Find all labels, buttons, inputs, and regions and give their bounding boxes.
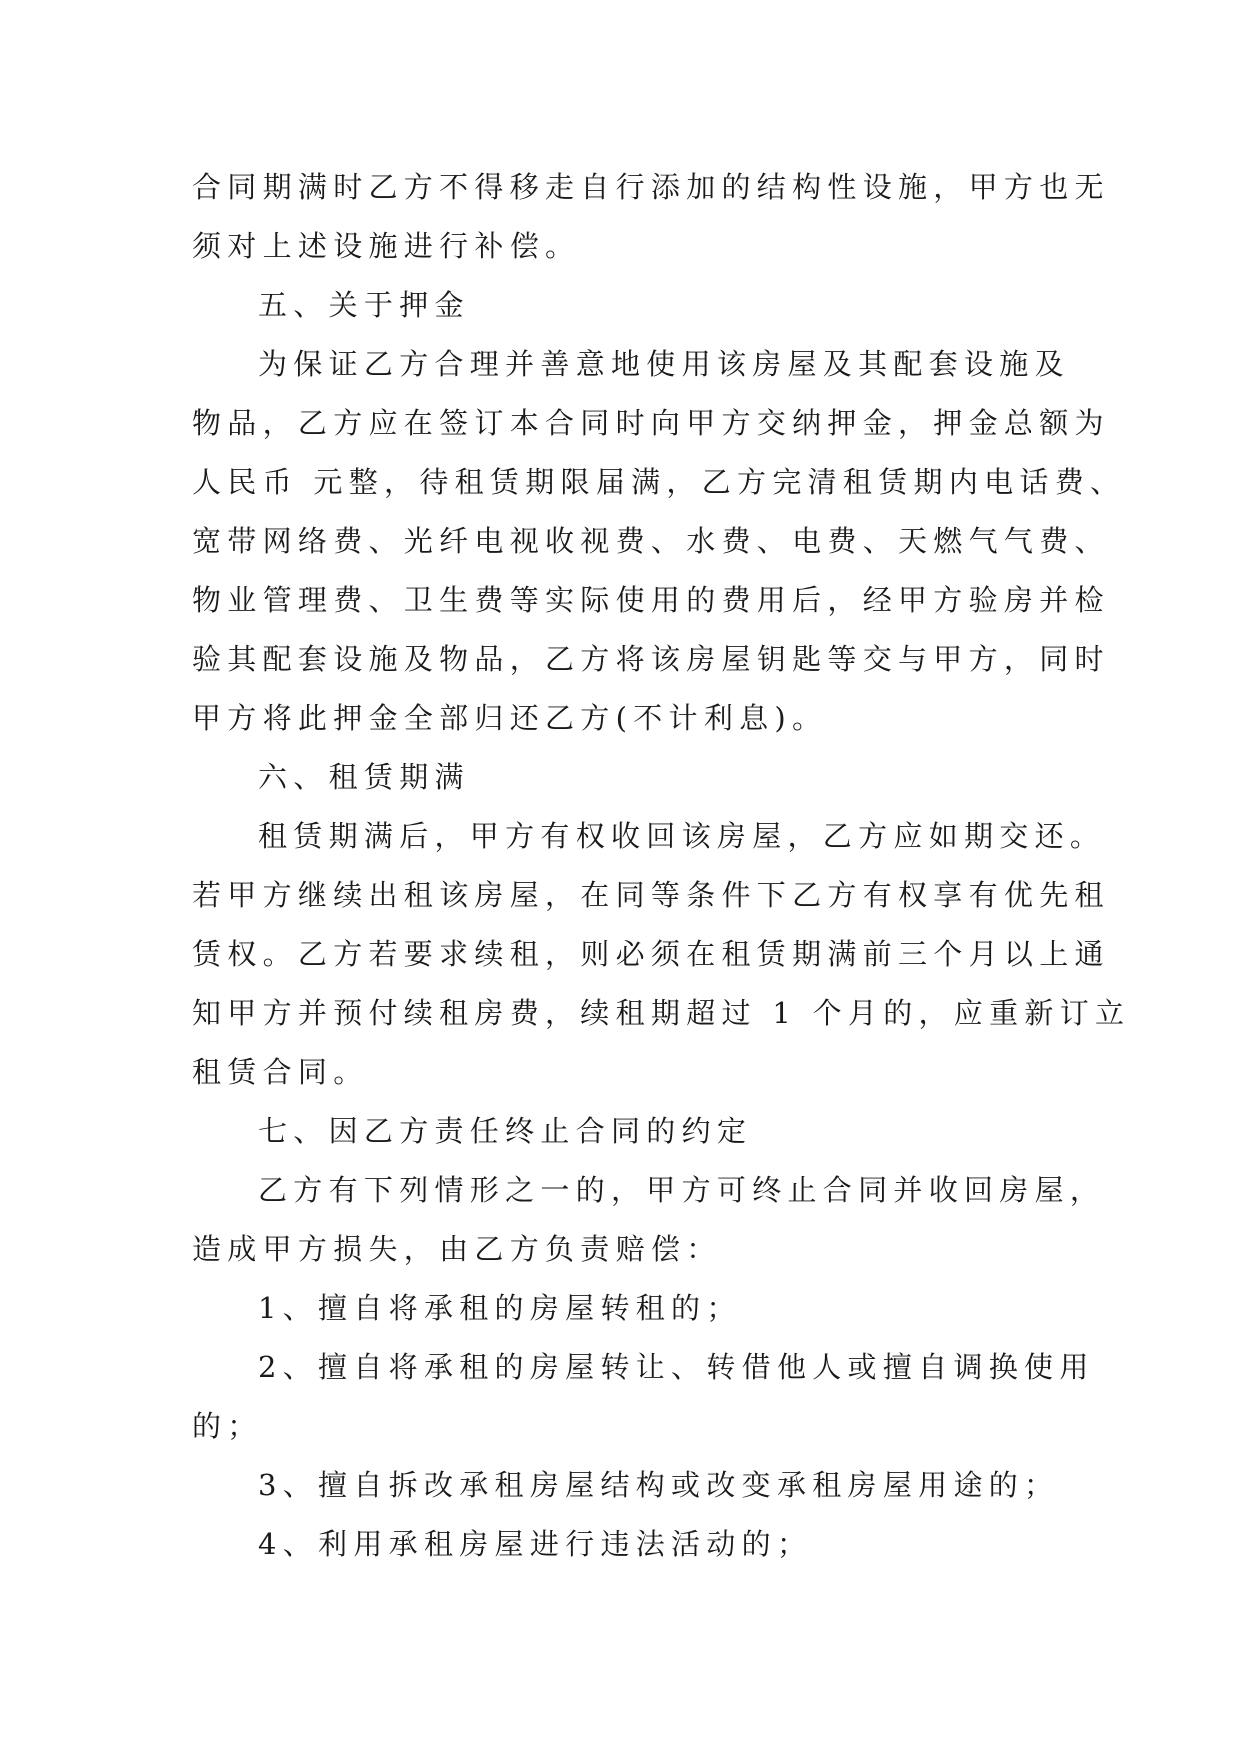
text-line: 赁权。乙方若要求续租，则必须在租赁期满前三个月以上通 xyxy=(192,937,1110,971)
text-line: 1、擅自将承租的房屋转租的； xyxy=(258,1291,742,1325)
text-line: 宽带网络费、光纤电视收视费、水费、电费、天燃气气费、 xyxy=(192,524,1110,558)
text-line: 合同期满时乙方不得移走自行添加的结构性设施，甲方也无 xyxy=(192,170,1110,204)
text-line: 知甲方并预付续租房费，续租期超过 1 个月的，应重新订立 xyxy=(192,996,1131,1030)
text-line: 若甲方继续出租该房屋，在同等条件下乙方有权享有优先租 xyxy=(192,878,1110,912)
text-line: 的； xyxy=(192,1409,263,1443)
text-line: 须对上述设施进行补偿。 xyxy=(192,229,581,263)
text-line: 2、擅自将承租的房屋转让、转借他人或擅自调换使用 xyxy=(258,1350,1095,1384)
text-line: 甲方将此押金全部归还乙方(不计利息)。 xyxy=(192,701,828,735)
text-line: 租赁合同。 xyxy=(192,1055,369,1089)
text-line: 租赁期满后，甲方有权收回该房屋，乙方应如期交还。 xyxy=(258,819,1106,853)
text-line: 六、租赁期满 xyxy=(258,760,470,794)
contract-body xyxy=(192,158,1131,1574)
text-line: 造成甲方损失，由乙方负责赔偿： xyxy=(192,1232,722,1266)
text-line: 为保证乙方合理并善意地使用该房屋及其配套设施及 xyxy=(258,347,1070,381)
text-line: 七、因乙方责任终止合同的约定 xyxy=(258,1114,753,1148)
text-line: 3、擅自拆改承租房屋结构或改变承租房屋用途的； xyxy=(258,1468,1060,1502)
text-line: 4、利用承租房屋进行违法活动的； xyxy=(258,1527,813,1561)
text-line: 验其配套设施及物品，乙方将该房屋钥匙等交与甲方，同时 xyxy=(192,642,1110,676)
text-line: 物品，乙方应在签订本合同时向甲方交纳押金，押金总额为 xyxy=(192,406,1110,440)
text-line: 五、关于押金 xyxy=(258,288,470,322)
text-line: 乙方有下列情形之一的，甲方可终止合同并收回房屋， xyxy=(258,1173,1106,1207)
text-line: 物业管理费、卫生费等实际使用的费用后，经甲方验房并检 xyxy=(192,583,1110,617)
text-line: 人民币 元整，待租赁期限届满，乙方完清租赁期内电话费、 xyxy=(192,465,1126,499)
